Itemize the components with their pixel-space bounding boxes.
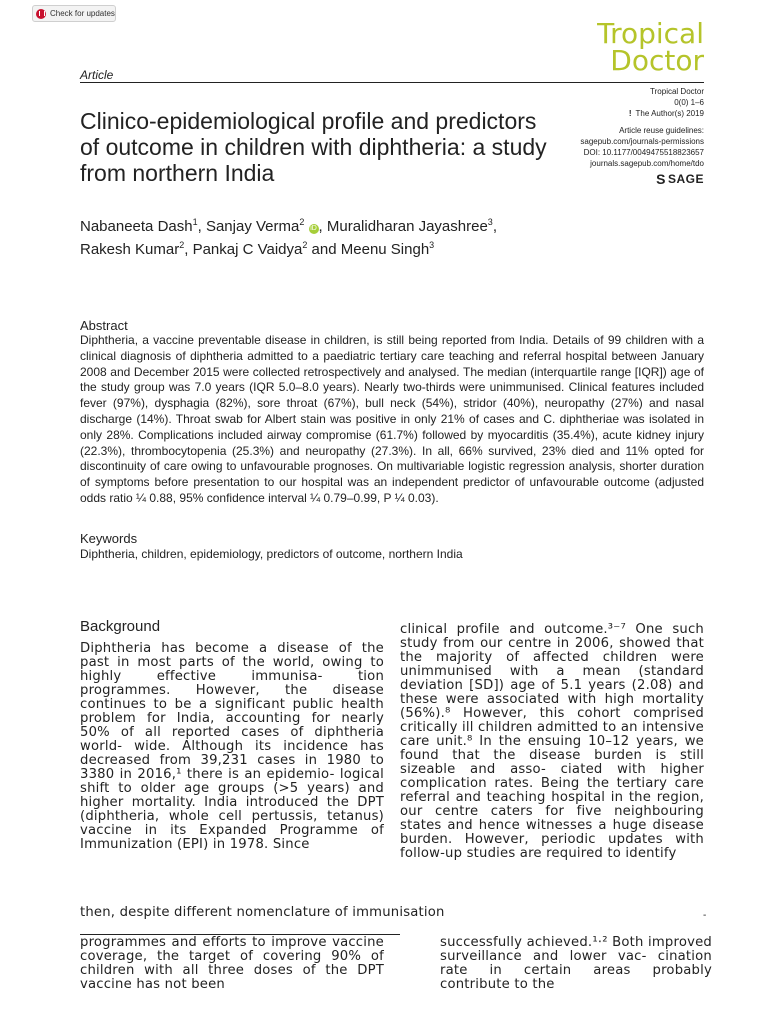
copyright-line bbox=[524, 108, 704, 119]
article-type-label: Article bbox=[80, 68, 114, 82]
author-name[interactable]: Nabaneeta Dash bbox=[80, 218, 193, 235]
author-affiliation: 2 bbox=[179, 240, 185, 250]
author-name[interactable]: Sanjay Verma bbox=[205, 218, 300, 235]
journal-logo-line1: Tropical bbox=[597, 17, 704, 50]
journal-logo bbox=[597, 17, 704, 77]
hyphen-mark: - bbox=[703, 910, 707, 921]
sage-logo bbox=[656, 171, 704, 187]
author-affiliation: 3 bbox=[429, 240, 435, 250]
author-separator: , bbox=[184, 241, 193, 258]
background-column-right-continued: successfully achieved.¹⋅² Both improved surveillance and lower vac- cination rate in certain areas probably contribute to the bbox=[440, 935, 712, 992]
article-title: Clinico-epidemiological profile and predictors of outcome in children with diphtheria: a study from northern India bbox=[80, 108, 547, 186]
author-separator: , bbox=[197, 218, 206, 235]
author-affiliation: 2 bbox=[299, 217, 305, 227]
journal-meta bbox=[524, 86, 704, 187]
license-icon: ! bbox=[628, 109, 632, 118]
abstract-text: Diphtheria, a vaccine preventable disease in children, is still being reported from India. Details of 99 children with a clinical diagnosis of diphtheria admitted to a paediatric tertiary care teaching and referral hospital between January 2008 and December 2015 were collected retrospectively and analysed. The median (interquartile range [IQR]) age of the study group was 7.0 years (IQR 5.0–8.0 years). Nearly two-thirds were unimmunised. Clinical features included fever (97%), dysphagia (82%), sore throat (67%), bull neck (54%), stridor (40%), neuropathy (27%) and nasal discharge (14%). Throat swab for Albert stain was positive in only 21% of cases and C. diphtheriae was isolated in only 28%. Complications included airway compromise (61.7%) followed by myocarditis (35.4%), acute kidney injury (22.3%), thrombocytopenia (25.3%) and neuropathy (27.3%). In all, 66% survived, 23% died and 11% opted for discontinuity of care owing to unfavourable prognoses. On multivariable logistic regression analysis, shorter duration of symptoms before presentation to our hospital was an independent predictor of unfavourable outcome (adjusted odds ratio ¼ 0.88, 95% confidence interval ¼ 0.79–0.99, P ¼ 0.03). bbox=[80, 333, 704, 505]
background-column-left-continued: programmes and efforts to improve vaccine coverage, the target of covering 90% of children with all three doses of the DPT vaccine has not been bbox=[80, 935, 384, 992]
check-for-updates-button[interactable] bbox=[32, 5, 116, 22]
author-affiliation: 3 bbox=[487, 217, 493, 227]
check-for-updates-label: Check for updates bbox=[50, 9, 115, 18]
sage-logo-text: SAGE bbox=[667, 172, 704, 186]
author-name[interactable]: Rakesh Kumar bbox=[80, 241, 180, 258]
journal-name: Tropical Doctor bbox=[650, 87, 704, 96]
author-separator: and bbox=[307, 241, 341, 258]
author-affiliation: 1 bbox=[192, 217, 198, 227]
author-separator: , bbox=[492, 218, 497, 235]
author-list bbox=[80, 213, 520, 259]
header-divider bbox=[80, 82, 704, 83]
background-column-right: clinical profile and outcome.³⁻⁷ One such study from our centre in 2006, showed that the majority of affected children were unimmunised with a mean (standard deviation [SD]) age of 5.1 years (2.08) and these were associated with high mortality (56%).⁸ However, this cohort comprised critically ill children admitted to an intensive care unit.⁸ In the ensuing 10–12 years, we found that the disease burden is still sizeable and asso- ciated with higher complication rates. Being the tertiary care referral and teaching hospital in the region, our centre caters for five neighbouring states and hence witnesses a huge disease burden. However, periodic updates with follow-up studies are required to identify bbox=[400, 622, 704, 861]
sage-s-icon: S bbox=[656, 171, 666, 187]
copyright-text: The Author(s) 2019 bbox=[635, 109, 704, 118]
journal-logo-line2: Doctor bbox=[610, 44, 704, 77]
keywords-heading: Keywords bbox=[80, 531, 138, 546]
author-name[interactable]: Muralidharan Jayashree bbox=[326, 218, 488, 235]
author-name[interactable]: Meenu Singh bbox=[340, 241, 430, 258]
background-bridge-line: then, despite different nomenclature of immunisation bbox=[80, 905, 445, 920]
abstract-heading: Abstract bbox=[80, 318, 128, 333]
check-updates-icon bbox=[36, 9, 46, 19]
reuse-guidelines: Article reuse guidelines: bbox=[619, 126, 704, 135]
background-heading: Background bbox=[80, 618, 161, 635]
permissions-link[interactable]: sagepub.com/journals-permissions bbox=[580, 137, 704, 146]
author-affiliation: 2 bbox=[302, 240, 308, 250]
background-column-left: Diphtheria has become a disease of the past in most parts of the world, owing to highly effective immunisa- tion programmes. However, the disease continues to be a significant public health problem for India, accounting for nearly 50% of all reported cases of diphtheria world- wide. Although its incidence has decreased from 39,231 cases in 1980 to 3380 in 2016,¹ there is an epidemio- logical shift to older age groups (>5 years) and higher mortality. India introduced the DPT (diphtheria, whole cell pertussis, tetanus) vaccine in its Expanded Programme of Immunization (EPI) in 1978. Since bbox=[80, 641, 384, 852]
journal-home-link[interactable]: journals.sagepub.com/home/tdo bbox=[590, 159, 704, 168]
journal-volume: 0(0) 1–6 bbox=[674, 98, 704, 107]
orcid-icon[interactable]: iD bbox=[310, 225, 317, 232]
doi-link[interactable]: DOI: 10.1177/0049475518823657 bbox=[583, 148, 704, 157]
keywords-text: Diphtheria, children, epidemiology, predictors of outcome, northern India bbox=[80, 547, 463, 561]
author-separator: , bbox=[318, 218, 327, 235]
author-name[interactable]: Pankaj C Vaidya bbox=[192, 241, 303, 258]
